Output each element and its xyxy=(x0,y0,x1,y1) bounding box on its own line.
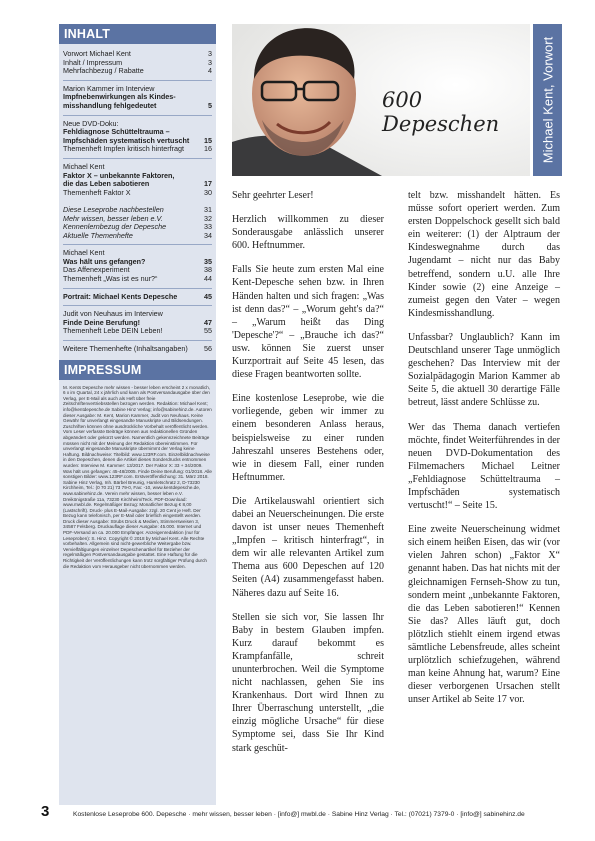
toc-entry-title: Portrait: Michael Kents Depesche xyxy=(63,291,178,301)
toc-entry xyxy=(63,189,212,198)
toc-entry-page: 33 xyxy=(204,222,212,232)
toc-entry-title: Diese Leseprobe nachbestellen xyxy=(63,204,164,214)
toc-entry-page xyxy=(208,85,212,94)
impressum-text: M. Kents Depesche mehr wissen - besser leben erscheint 2 x monatlich, 6 x im Quartal, 24 x jährlich und kann als Postversandausgabe über den Verlag, per E-Mail als auch als Heft über freie Zeitschriftenvertriebsstellen bezogen werden. Redaktion: Michael Kent; info@kentdepesche.de Sabine Hinz Verlag; info@sabinehinz.de. Autoren dieser Ausgabe: M. Kent, Marion Kammer, Judit von Neuhaus. Keine Gewähr für unverlangt eingesandte Manuskripte und Bildsendungen. Zuschriften können ohne ausdrückliche Vorbehalt veröffentlicht werden. Vom Leser verfasste Beiträge können aus redaktionellen Gründen abgeändert oder gekürzt werden. Namentlich gekennzeichnete Beiträge müssen nicht mit der Meinung der Redaktion übereinstimmen. Für unverlangt eingesandte Manuskripte übernimmt der Verlag keine Haftung. Bildnachweise: Titelbild: www.123RF.com. Einzelbildnachweise in den Depeschen, denen die Artikel dieses Sonderdrucks entnommen wurden: Interview M. Kammer: 13/2017. Der Faktor X: 33 + 34/2009. Was hält uns gefangen: 45-48/2005. Finde Deine Berufung: 01/2018. Alle sonstigen Bilder: www.123RF.com. Erstveröffentlichung: 31. März 2018. Sabine Hinz Verlag, Inh. Bärbel Breunig, Hamletschratz 2, D-73230 Kirchheim, Tel.: (0 70 21) 73 79-0, Fax: -10, www.kentdepesche.de, www.sabinehinz.de. Verein mehr wissen, besser leben e.V. Dreikönigstraße 11a, 73230 Kirchheim/Teck. PDF-Download: www.mwbl.de. Regelmäßiger Bezug: Monatlicher Bezug € 8,00 (Lastschrift). Druck- plus E-Mail-Ausgabe: zzgl. 20 Cent je Heft. Der Bezug kann telefonisch, per E-Mail oder brieflich eingestellt werden. Druck dieser Ausgabe: Strubs Druck & Medien, Stimmersweisen 3, 34587 Felsberg. Druckauflage dieser Ausgabe: 45.000. Internet und PDF-Versand an ca. 20.000 Empfänger. Anzeigenredaktion (nur für Leseproben): S. Hinz. Copyright © 2018 by Michael Kent. Alle Rechte vorbehalten. Allgemein sind nicht-gewerbliche Weitergabe bzw. Vervielfältigungen einzelner Depeschenartikel für Bezieher der regelmäßigen Postversandausgabe gestattet. Eine Haftung für die Richtigkeit der Veröffentlichungen kann trotz sorgfältiger Prüfung durch die Redaktion vom Herausgeber nicht übernommen werden. xyxy=(63,384,212,569)
article-paragraph: Sehr geehrter Leser! xyxy=(232,190,314,201)
article-paragraph: Falls Sie heute zum ersten Mal eine Kent-Depesche sehen bzw. in Ihren Händen halten und sich fragen: „Was ist denn das?“ – „Worum geht's da?“ – „Warum heißt das Ding 'Depesche'?“ – „Brauche ich das?“ usw. können Sie zuerst unser Kurzportrait auf Seite 45 lesen, das diese Fragen beantworten sollte. xyxy=(232,264,384,381)
article-paragraph: Herzlich willkommen zu dieser Sonderausgabe anlässlich unserer 600. Heftnummer. xyxy=(232,214,384,252)
toc-separator xyxy=(63,244,212,245)
article-column-2 xyxy=(408,189,560,717)
article-paragraph: Eine kostenlose Leseprobe, wie die vorliegende, geben wir immer zu einem besonderen Anlass heraus, beispielsweise zu einer runden Jahreszahl unseres Bestehens oder, wie in diesem Fall, einer runden Heftnummer. xyxy=(232,393,384,483)
toc-entry xyxy=(63,327,212,336)
toc-separator xyxy=(63,288,212,289)
toc-entry-title: Impfnebenwirkungen als Kindes- xyxy=(63,92,176,102)
toc-entry-page: 3 xyxy=(208,49,212,58)
toc-entry-title: Inhalt / Impressum xyxy=(63,57,123,67)
toc-entry-title: Kennenlernbezug der Depesche xyxy=(63,222,167,232)
toc-entry-title: Michael Kent xyxy=(63,161,105,171)
toc-entry-page: 4 xyxy=(208,66,212,76)
toc-entry-page xyxy=(208,163,212,172)
article-paragraph: Stellen sie sich vor, Sie lassen Ihr Baby in bestem Glauben impfen. Kurz darauf bekommt es Krampfanfälle, schreit ununterbrochen. Weil die Symptome nicht nachlassen, gehen Sie ins Krankenhaus. Dort wird Ihnen zu Ihrer Überraschung unterstellt, „die einzig mögliche Ursache“ für diese Symptome sei, dass Sie Ihr Kind stark geschüt- xyxy=(232,611,384,754)
toc-entry-page: 3 xyxy=(208,57,212,67)
article-paragraph: Eine zweite Neuerscheinung widmet sich einem heißen Eisen, das wir (vor vielen Jahren schon) „Faktor X“ genannt haben. Das hat nichts mit der gleichnamigen Fernseh-Show zu tun, sondern meint „unbekannte Faktoren, die das Leben sabotieren!“ Kennen Sie das? Alles läuft gut, doch plötzlich stiehlt einem irgend etwas sämtliche Lebensfreude, alles scheint urplötzlich schiefzugehen, während man keine Ahnung hat, warum? Eine dieser verborgenen Ursachen stellt unser Artikel ab Seite 17 vor. xyxy=(408,524,560,706)
toc-entry-page: 5 xyxy=(208,100,212,110)
author-photo xyxy=(232,24,530,176)
toc-entry-title: Was hält uns gefangen? xyxy=(63,256,146,266)
toc-heading: INHALT xyxy=(59,24,216,44)
article-paragraph: telt bzw. misshandelt hätten. Es müsse sofort operiert werden. Zum ersten Doppelschock gesellt sich bald ein weiterer: (1) der Alptraum der Kindeswegnahme durch das Jugendamt – nicht nur das Baby betreffend, sondern u.U. alle Ihre Kinder sowie (2) eine Anzeige – zumeist gegen den Vater – wegen Kindesmisshandlung. xyxy=(408,190,560,319)
article-column-1 xyxy=(232,189,384,766)
toc-entry-title: die das Leben sabotieren xyxy=(63,179,150,189)
toc-entry-page: 44 xyxy=(204,274,212,284)
toc-entry-page: 45 xyxy=(204,291,212,301)
vertical-title: Michael Kent, Vorwort xyxy=(540,36,555,164)
toc-entry xyxy=(63,145,212,154)
toc-entry-page: 17 xyxy=(204,179,212,189)
toc-entry-page: 15 xyxy=(204,135,212,145)
handwriting-title: 600 Depeschen xyxy=(382,88,500,136)
toc-entry-title: Vorwort Michael Kent xyxy=(63,49,131,58)
toc-entry-title: Themenheft Impfen kritisch hinterfragt xyxy=(63,144,185,154)
toc-entry xyxy=(63,67,212,76)
toc-entry-title: Faktor X – unbekannte Faktoren, xyxy=(63,170,175,180)
article-paragraph: Wer das Thema danach vertiefen möchte, findet Weiterführendes in der neuen DVD-Dokumentation des Filmemachers Michael Leitner „Fehldiagnose Schütteltrauma – Impfschäden systematisch vertuscht!“ – Seite 15. xyxy=(408,421,560,512)
toc-entry-title: Das Affenexperiment xyxy=(63,265,130,275)
toc-entry-page: 55 xyxy=(204,326,212,336)
toc-entry xyxy=(63,345,212,354)
toc-entry-page: 31 xyxy=(204,204,212,214)
toc-entry-title: Fehldiagnose Schütteltrauma – xyxy=(63,127,170,137)
toc-entry-title: Themenheft „Was ist es nur?“ xyxy=(63,274,158,284)
toc-entry-page xyxy=(208,120,212,129)
toc-entry-title: Mehr wissen, besser leben e.V. xyxy=(63,213,163,223)
toc-entry xyxy=(63,102,212,111)
toc-entry-title: Weitere Themenhefte (Inhaltsangaben) xyxy=(63,344,188,354)
article-paragraph: Die Artikelauswahl orientiert sich dabei an Neuerscheinungen. Die erste davon ist unser neues Themenheft „Impfen – kritisch hinterfragt“, in dem wir alle relevanten Artikel zum Thema aus 600 Depeschen auf 120 Seiten (A4) zusammengefasst haben. Näheres dazu auf Seite 16. xyxy=(232,495,384,599)
toc-separator xyxy=(63,340,212,341)
toc-entry-title: Finde Deine Berufung! xyxy=(63,317,141,327)
toc-entry-title: Themenheft Faktor X xyxy=(63,187,131,197)
toc-separator xyxy=(63,115,212,116)
sidebar xyxy=(59,24,216,805)
toc-entry xyxy=(63,232,212,241)
footer-line: Kostenlose Leseprobe 600. Depesche · mehr wissen, besser leben · [info@] mwbl.de · Sabine Hinz Verlag · Tel.: (07021) 7379-0 · [info@] sabinehinz.de xyxy=(73,811,525,818)
toc-entry-title: Judit von Neuhaus im Interview xyxy=(63,309,163,319)
impressum-heading: IMPRESSUM xyxy=(59,360,216,380)
toc-entry-page: 38 xyxy=(204,265,212,275)
article-paragraph: Unfassbar? Unglaublich? Kann im Deutschland unserer Tage unmöglich geschehen? Das Interview mit der Sozialpädagogin Marion Kammer ab Seite 5, die aktuell 30 derartige Fälle betreut, lässt andere Schlüsse zu. xyxy=(408,331,560,409)
toc-entry-title: misshandlung fehlgedeutet xyxy=(63,100,157,110)
toc-separator xyxy=(63,158,212,159)
toc-entry xyxy=(63,275,212,284)
toc-entry-page: 30 xyxy=(204,187,212,197)
toc-entry-title: Impfschäden systematisch vertuscht xyxy=(63,135,190,145)
table-of-contents xyxy=(59,44,216,354)
toc-separator xyxy=(63,80,212,81)
page-number: 3 xyxy=(41,803,50,820)
toc-entry-page: 32 xyxy=(204,213,212,223)
toc-entry-title: Marion Kammer im Interview xyxy=(63,83,155,93)
toc-entry-title: Michael Kent xyxy=(63,248,105,258)
toc-entry-page: 56 xyxy=(204,344,212,354)
toc-entry-title: Neue DVD-Doku: xyxy=(63,118,119,128)
toc-separator xyxy=(63,305,212,306)
toc-entry-page: 35 xyxy=(204,256,212,266)
toc-entry-title: Themenheft Lebe DEIN Leben! xyxy=(63,326,163,336)
toc-entry xyxy=(63,293,212,302)
toc-entry-page: 16 xyxy=(204,144,212,154)
toc-entry-page: 47 xyxy=(204,317,212,327)
toc-entry-page: 34 xyxy=(204,230,212,240)
toc-entry-title: Aktuelle Themenhefte xyxy=(63,230,133,240)
vertical-title-bar xyxy=(533,24,562,176)
toc-entry-title: Mehrfachbezug / Rabatte xyxy=(63,66,144,76)
